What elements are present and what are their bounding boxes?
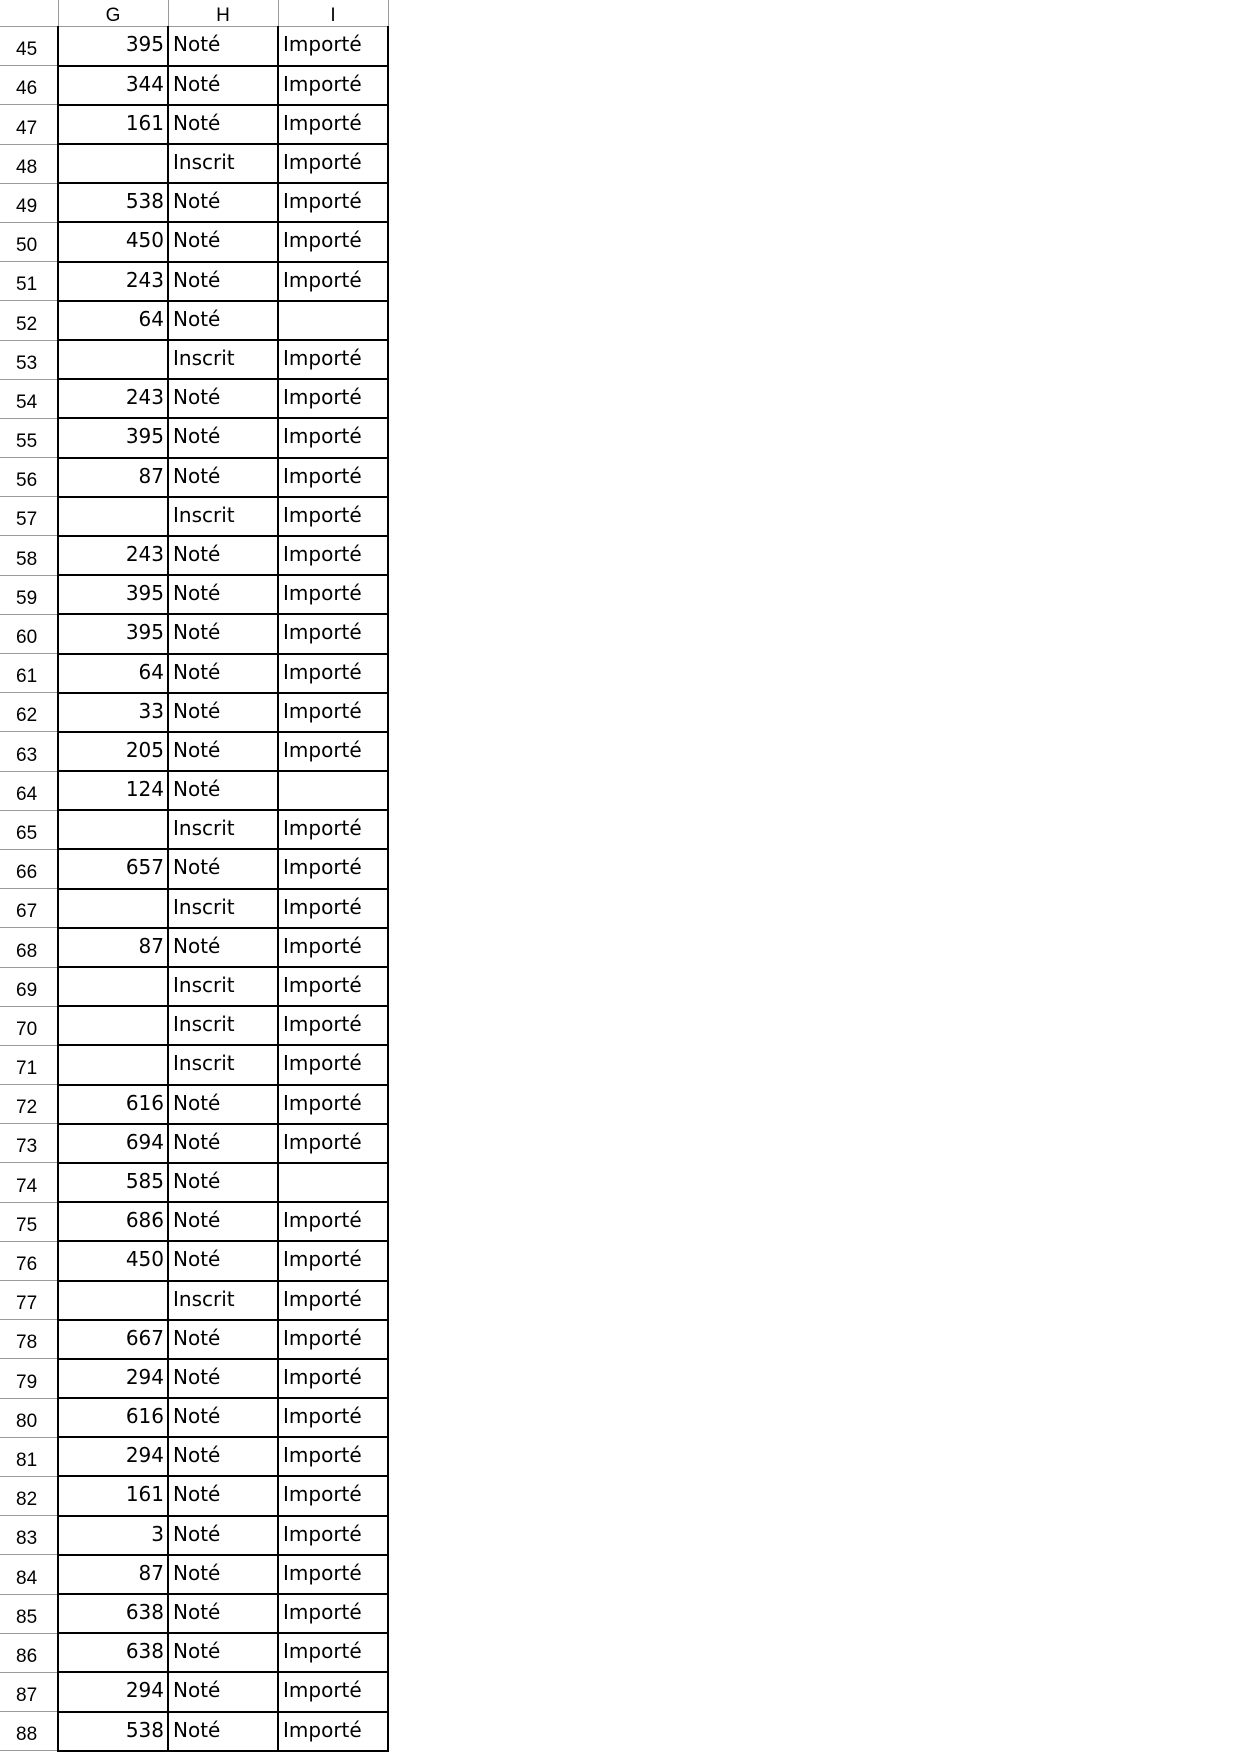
cell-g[interactable]: 243 <box>58 379 168 418</box>
cell-h[interactable]: Noté <box>168 1359 278 1398</box>
cell-i[interactable]: Importé <box>278 222 388 261</box>
cell-i[interactable]: Importé <box>278 1712 388 1751</box>
cell-g[interactable] <box>58 889 168 928</box>
table-row <box>0 654 388 693</box>
cell-h[interactable]: Noté <box>168 1516 278 1555</box>
row-header[interactable]: 81 <box>0 1437 58 1476</box>
cell-g[interactable] <box>58 340 168 379</box>
cell-h[interactable]: Noté <box>168 379 278 418</box>
cell-g[interactable]: 616 <box>58 1398 168 1437</box>
row-header[interactable]: 53 <box>0 340 58 379</box>
table-row <box>0 810 388 849</box>
table-row <box>0 66 388 105</box>
cell-h[interactable]: Noté <box>168 1476 278 1515</box>
cell-i[interactable]: Importé <box>278 1241 388 1280</box>
table-row <box>0 1476 388 1515</box>
row-header[interactable]: 72 <box>0 1085 58 1124</box>
cell-i[interactable]: Importé <box>278 1555 388 1594</box>
cell-i[interactable]: Importé <box>278 1320 388 1359</box>
cell-g[interactable]: 243 <box>58 262 168 301</box>
cell-g[interactable]: 161 <box>58 105 168 144</box>
table-row <box>0 27 388 66</box>
table-row <box>0 144 388 183</box>
row-header[interactable]: 70 <box>0 1006 58 1045</box>
cell-h[interactable]: Noté <box>168 1124 278 1163</box>
table-row <box>0 262 388 301</box>
cell-g[interactable]: 638 <box>58 1633 168 1672</box>
table-row <box>0 222 388 261</box>
cell-i[interactable]: Importé <box>278 144 388 183</box>
table-row <box>0 379 388 418</box>
table-row <box>0 967 388 1006</box>
cell-g[interactable]: 161 <box>58 1476 168 1515</box>
cell-i[interactable]: Importé <box>278 693 388 732</box>
table-row <box>0 1437 388 1476</box>
row-header[interactable]: 71 <box>0 1045 58 1084</box>
cell-g[interactable]: 686 <box>58 1202 168 1241</box>
table-row <box>0 1202 388 1241</box>
cell-h[interactable]: Noté <box>168 1633 278 1672</box>
cell-h[interactable]: Inscrit <box>168 810 278 849</box>
row-header[interactable]: 49 <box>0 183 58 222</box>
cell-h[interactable]: Noté <box>168 183 278 222</box>
cell-g[interactable]: 205 <box>58 732 168 771</box>
cell-i[interactable]: Importé <box>278 1006 388 1045</box>
column-header-g[interactable]: G <box>58 0 168 27</box>
table-row <box>0 693 388 732</box>
row-header[interactable]: 69 <box>0 967 58 1006</box>
cell-g[interactable] <box>58 810 168 849</box>
table-row <box>0 1320 388 1359</box>
row-header[interactable]: 84 <box>0 1555 58 1594</box>
cell-g[interactable]: 294 <box>58 1437 168 1476</box>
cell-g[interactable]: 667 <box>58 1320 168 1359</box>
spreadsheet-grid <box>0 0 389 1752</box>
table-row <box>0 1045 388 1084</box>
table-row <box>0 575 388 614</box>
table-row <box>0 1712 388 1751</box>
cell-h[interactable]: Noté <box>168 1437 278 1476</box>
row-header[interactable]: 64 <box>0 771 58 810</box>
table-row <box>0 418 388 457</box>
cell-i[interactable]: Importé <box>278 1476 388 1515</box>
cell-i[interactable]: Importé <box>278 928 388 967</box>
cell-i[interactable]: Importé <box>278 654 388 693</box>
table-row <box>0 771 388 810</box>
cell-g[interactable]: 450 <box>58 222 168 261</box>
cell-h[interactable]: Noté <box>168 1202 278 1241</box>
row-header[interactable]: 88 <box>0 1712 58 1751</box>
cell-g[interactable] <box>58 1281 168 1320</box>
cell-h[interactable]: Inscrit <box>168 967 278 1006</box>
table-row <box>0 1398 388 1437</box>
cell-h[interactable]: Noté <box>168 1555 278 1594</box>
cell-h[interactable]: Noté <box>168 1241 278 1280</box>
cell-h[interactable]: Noté <box>168 262 278 301</box>
cell-i[interactable]: Importé <box>278 458 388 497</box>
cell-i[interactable]: Importé <box>278 1085 388 1124</box>
cell-h[interactable]: Noté <box>168 66 278 105</box>
cell-i[interactable]: Importé <box>278 497 388 536</box>
cell-i[interactable] <box>278 771 388 810</box>
cell-h[interactable]: Noté <box>168 614 278 653</box>
row-header[interactable]: 83 <box>0 1516 58 1555</box>
cell-i[interactable]: Importé <box>278 614 388 653</box>
row-header[interactable]: 80 <box>0 1398 58 1437</box>
cell-h[interactable]: Noté <box>168 771 278 810</box>
cell-h[interactable]: Noté <box>168 458 278 497</box>
cell-i[interactable]: Importé <box>278 1437 388 1476</box>
cell-i[interactable]: Importé <box>278 1359 388 1398</box>
cell-i[interactable]: Importé <box>278 1124 388 1163</box>
cell-g[interactable] <box>58 497 168 536</box>
table-row <box>0 183 388 222</box>
cell-i[interactable]: Importé <box>278 810 388 849</box>
column-header-i[interactable]: I <box>278 0 388 27</box>
cell-g[interactable]: 638 <box>58 1594 168 1633</box>
cell-i[interactable] <box>278 1163 388 1202</box>
cell-h[interactable]: Inscrit <box>168 1045 278 1084</box>
table-row <box>0 340 388 379</box>
cell-g[interactable]: 450 <box>58 1241 168 1280</box>
row-header[interactable]: 57 <box>0 497 58 536</box>
cell-h[interactable]: Noté <box>168 1712 278 1751</box>
cell-g[interactable] <box>58 967 168 1006</box>
table-row <box>0 1359 388 1398</box>
cell-i[interactable]: Importé <box>278 732 388 771</box>
cell-g[interactable]: 64 <box>58 301 168 340</box>
cell-h[interactable]: Inscrit <box>168 1006 278 1045</box>
row-header[interactable]: 58 <box>0 536 58 575</box>
row-header[interactable]: 59 <box>0 575 58 614</box>
row-header[interactable]: 76 <box>0 1241 58 1280</box>
row-header[interactable]: 48 <box>0 144 58 183</box>
cell-h[interactable]: Noté <box>168 693 278 732</box>
row-header[interactable]: 62 <box>0 693 58 732</box>
row-header[interactable]: 56 <box>0 458 58 497</box>
cell-h[interactable]: Noté <box>168 1672 278 1711</box>
cell-h[interactable]: Noté <box>168 27 278 66</box>
cell-i[interactable]: Importé <box>278 1202 388 1241</box>
cell-h[interactable]: Inscrit <box>168 144 278 183</box>
cell-g[interactable] <box>58 1006 168 1045</box>
table-row <box>0 1672 388 1711</box>
row-header[interactable]: 87 <box>0 1672 58 1711</box>
cell-g[interactable]: 87 <box>58 1555 168 1594</box>
cell-i[interactable]: Importé <box>278 967 388 1006</box>
table-row <box>0 1516 388 1555</box>
table-row <box>0 732 388 771</box>
cell-g[interactable]: 87 <box>58 928 168 967</box>
row-header[interactable]: 61 <box>0 654 58 693</box>
cell-h[interactable]: Noté <box>168 928 278 967</box>
cell-g[interactable]: 344 <box>58 66 168 105</box>
cell-g[interactable] <box>58 1045 168 1084</box>
cell-g[interactable]: 294 <box>58 1359 168 1398</box>
table-row <box>0 497 388 536</box>
cell-g[interactable]: 3 <box>58 1516 168 1555</box>
row-header[interactable]: 47 <box>0 105 58 144</box>
cell-h[interactable]: Noté <box>168 301 278 340</box>
cell-g[interactable]: 395 <box>58 614 168 653</box>
row-header[interactable]: 74 <box>0 1163 58 1202</box>
cell-i[interactable]: Importé <box>278 105 388 144</box>
row-header[interactable]: 65 <box>0 810 58 849</box>
table-row <box>0 849 388 888</box>
table-row <box>0 536 388 575</box>
cell-i[interactable]: Importé <box>278 1281 388 1320</box>
cell-h[interactable]: Noté <box>168 732 278 771</box>
table-row <box>0 889 388 928</box>
cell-h[interactable]: Noté <box>168 536 278 575</box>
cell-i[interactable]: Importé <box>278 379 388 418</box>
cell-g[interactable]: 657 <box>58 849 168 888</box>
cell-i[interactable]: Importé <box>278 340 388 379</box>
row-header[interactable]: 73 <box>0 1124 58 1163</box>
cell-g[interactable]: 64 <box>58 654 168 693</box>
cell-h[interactable]: Noté <box>168 575 278 614</box>
cell-g[interactable]: 395 <box>58 575 168 614</box>
cell-g[interactable]: 585 <box>58 1163 168 1202</box>
cell-i[interactable] <box>278 301 388 340</box>
cell-i[interactable]: Importé <box>278 27 388 66</box>
cell-h[interactable]: Noté <box>168 849 278 888</box>
table-row <box>0 614 388 653</box>
cell-i[interactable]: Importé <box>278 575 388 614</box>
cell-i[interactable]: Importé <box>278 1594 388 1633</box>
row-header[interactable]: 60 <box>0 614 58 653</box>
cell-i[interactable]: Importé <box>278 1516 388 1555</box>
table-row <box>0 1633 388 1672</box>
cell-h[interactable]: Inscrit <box>168 340 278 379</box>
row-header[interactable]: 54 <box>0 379 58 418</box>
column-header-h[interactable]: H <box>168 0 278 27</box>
cell-i[interactable]: Importé <box>278 536 388 575</box>
row-header[interactable]: 68 <box>0 928 58 967</box>
cell-g[interactable] <box>58 144 168 183</box>
table-row <box>0 1594 388 1633</box>
cell-i[interactable]: Importé <box>278 66 388 105</box>
table-row <box>0 928 388 967</box>
row-header[interactable]: 50 <box>0 222 58 261</box>
cell-g[interactable]: 395 <box>58 27 168 66</box>
cell-h[interactable]: Inscrit <box>168 1281 278 1320</box>
cell-g[interactable]: 694 <box>58 1124 168 1163</box>
cell-h[interactable]: Noté <box>168 1085 278 1124</box>
table-row <box>0 301 388 340</box>
cell-g[interactable]: 538 <box>58 1712 168 1751</box>
row-header[interactable]: 51 <box>0 262 58 301</box>
cell-g[interactable]: 538 <box>58 183 168 222</box>
select-all-corner[interactable] <box>0 0 58 27</box>
table-row <box>0 1281 388 1320</box>
table-row <box>0 1241 388 1280</box>
cell-h[interactable]: Inscrit <box>168 497 278 536</box>
row-header[interactable]: 66 <box>0 849 58 888</box>
cell-i[interactable]: Importé <box>278 183 388 222</box>
table-row <box>0 105 388 144</box>
row-header[interactable]: 82 <box>0 1476 58 1515</box>
cell-g[interactable]: 294 <box>58 1672 168 1711</box>
cell-h[interactable]: Noté <box>168 1320 278 1359</box>
row-header[interactable]: 79 <box>0 1359 58 1398</box>
cell-g[interactable]: 243 <box>58 536 168 575</box>
table-row <box>0 1555 388 1594</box>
cell-g[interactable]: 124 <box>58 771 168 810</box>
table-row <box>0 458 388 497</box>
row-header[interactable]: 52 <box>0 301 58 340</box>
cell-h[interactable]: Noté <box>168 654 278 693</box>
table-row <box>0 1085 388 1124</box>
cell-i[interactable]: Importé <box>278 418 388 457</box>
row-header[interactable]: 63 <box>0 732 58 771</box>
column-header-row <box>0 0 388 27</box>
row-header[interactable]: 77 <box>0 1281 58 1320</box>
cell-i[interactable]: Importé <box>278 889 388 928</box>
cell-h[interactable]: Noté <box>168 1163 278 1202</box>
table-row <box>0 1163 388 1202</box>
row-header[interactable]: 78 <box>0 1320 58 1359</box>
row-header[interactable]: 46 <box>0 66 58 105</box>
cell-h[interactable]: Noté <box>168 1594 278 1633</box>
cell-i[interactable]: Importé <box>278 1672 388 1711</box>
cell-g[interactable]: 87 <box>58 458 168 497</box>
cell-i[interactable]: Importé <box>278 262 388 301</box>
cell-g[interactable]: 33 <box>58 693 168 732</box>
row-header[interactable]: 86 <box>0 1633 58 1672</box>
cell-i[interactable]: Importé <box>278 1398 388 1437</box>
cell-g[interactable]: 395 <box>58 418 168 457</box>
cell-h[interactable]: Noté <box>168 105 278 144</box>
row-header[interactable]: 67 <box>0 889 58 928</box>
cell-h[interactable]: Noté <box>168 418 278 457</box>
cell-i[interactable]: Importé <box>278 1633 388 1672</box>
table-row <box>0 1124 388 1163</box>
row-header[interactable]: 55 <box>0 418 58 457</box>
row-header[interactable]: 85 <box>0 1594 58 1633</box>
row-header[interactable]: 75 <box>0 1202 58 1241</box>
cell-i[interactable]: Importé <box>278 849 388 888</box>
row-header[interactable]: 45 <box>0 27 58 66</box>
cell-g[interactable]: 616 <box>58 1085 168 1124</box>
cell-h[interactable]: Noté <box>168 222 278 261</box>
table-row <box>0 1006 388 1045</box>
cell-h[interactable]: Inscrit <box>168 889 278 928</box>
cell-h[interactable]: Noté <box>168 1398 278 1437</box>
cell-i[interactable]: Importé <box>278 1045 388 1084</box>
